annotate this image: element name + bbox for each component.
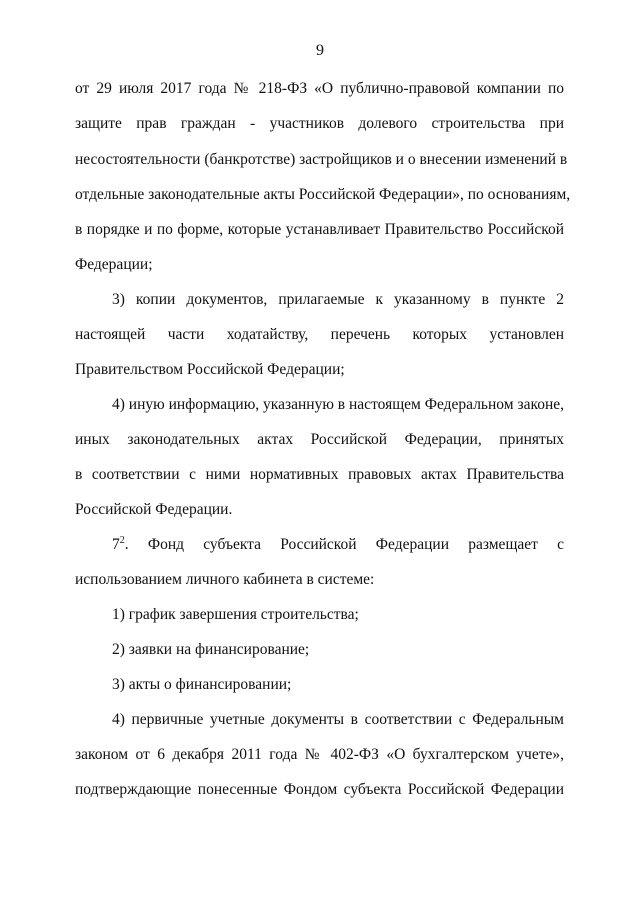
section-superscript: 2 [119, 534, 125, 546]
text-line: иных законодательных актах Российской Федерации, принятых [75, 431, 564, 448]
text-line: в соответствии с ними нормативных правовых актах Правительства [75, 466, 564, 483]
text-line: защите прав граждан - участников долевого строительства при [75, 115, 564, 132]
section-number: 7 [112, 536, 120, 553]
text-line: использованием личного кабинета в системе: [75, 571, 375, 588]
text-line: Российской Федерации. [75, 501, 233, 518]
list-item: 3) акты о финансировании; [112, 676, 292, 693]
text-line: 4) первичные учетные документы в соответствии с Федеральным [112, 711, 564, 728]
text-line: от 29 июля 2017 года № 218-ФЗ «О публично-правовой компании по [75, 80, 564, 97]
list-item: 1) график завершения строительства; [112, 606, 359, 623]
text-line: в порядке и по форме, которые устанавливает Правительство Российской [75, 221, 564, 238]
text-line [112, 535, 564, 555]
text-line: законом от 6 декабря 2011 года № 402-ФЗ «О бухгалтерском учете», [75, 746, 564, 763]
text-line: 4) иную информацию, указанную в настоящем Федеральном законе, [112, 396, 564, 413]
text-line: подтверждающие понесенные Фондом субъекта Российской Федерации [75, 781, 564, 798]
text-line: отдельные законодательные акты Российской Федерации», по основаниям, [75, 186, 571, 203]
text-line: несостоятельности (банкротстве) застройщиков и о внесении изменений в [75, 151, 568, 168]
text-line: Федерации; [75, 256, 153, 273]
page-number: 9 [316, 42, 324, 59]
section-text: . Фонд субъекта Российской Федерации размещает с [124, 536, 564, 553]
text-line: 3) копии документов, прилагаемые к указанному в пункте 2 [112, 291, 564, 308]
list-item: 2) заявки на финансирование; [112, 641, 310, 658]
text-line: Правительством Российской Федерации; [75, 361, 345, 378]
text-line: настоящей части ходатайству, перечень которых установлен [75, 326, 564, 343]
